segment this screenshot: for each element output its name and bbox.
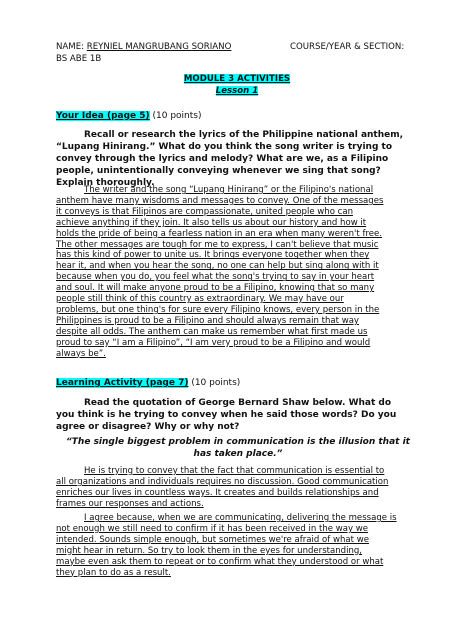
section1-points: (10 points) [149, 111, 202, 121]
section2-answer-1 [56, 466, 420, 510]
answer-line: because when you do, you feel what the song's trying to say in your heart [56, 272, 375, 283]
answer-line: achieve anything if they join. It also tells us about our history and how it [56, 217, 367, 228]
section2-heading [56, 378, 240, 390]
answer-line: frames our responses and actions. [56, 498, 204, 509]
section2-title: Learning Activity (page 7) [56, 378, 189, 388]
answer-line: maybe even ask them to repeat or to confirm what they understood or what [56, 556, 384, 567]
quote [56, 436, 420, 460]
name-line [56, 42, 231, 54]
answer-line: The other messages are tough for me to express, I can't believe that music [56, 239, 379, 250]
course-value: BS ABE 1B [56, 54, 102, 64]
answer-line: proud to say “I am a Filipino”, “I am very proud to be a Filipino and would [56, 337, 371, 348]
section1-answer [56, 185, 420, 360]
answer-line: holds the pride of being a fearless nation in an era when many weren't free. [56, 228, 383, 239]
answer-line: not enough we still need to confirm if it has been received in the way we [56, 523, 369, 534]
module-title-text: MODULE 3 ACTIVITIES [183, 74, 291, 84]
answer-line: enriches our lives in countless ways. It creates and builds relationships and [56, 487, 379, 498]
answer-line: always be”. [56, 348, 106, 359]
module-title [0, 74, 474, 86]
answer-line: might hear in return. So try to look them in the eyes for understanding, [56, 545, 363, 556]
question-line: you think is he trying to convey when he said those words? Do you [56, 410, 397, 420]
section2-question [56, 397, 420, 433]
answer-line: The writer and the song “Lupang Hinirang” or the Filipino's national [84, 185, 374, 195]
answer-line: I agree because, when we are communicating, delivering the message is [84, 513, 397, 523]
question-line: Explain thoroughly. [56, 178, 155, 188]
answer-line: they plan to do as a result. [56, 567, 171, 578]
answer-line: and soul. It will make anyone proud to be a Filipino, knowing that so many [56, 283, 375, 294]
answer-line: people still think of this country as extraordinary. We may have our [56, 294, 344, 305]
question-line: Recall or research the lyrics of the Philippine national anthem, [84, 130, 404, 140]
answer-line: intended. Sounds simple enough, but sometimes we're afraid of what we [56, 534, 369, 545]
section1-title: Your Idea (page 5) [56, 111, 150, 121]
answer-line: problems, but one thing's for sure every Filipino knows, every person in the [56, 304, 380, 315]
answer-line: all organizations and individuals requires no discussion. Good communication [56, 476, 389, 487]
course-label: COURSE/YEAR & SECTION: [290, 42, 405, 52]
question-line: agree or disagree? Why or why not? [56, 422, 240, 432]
lesson-title-text: Lesson 1 [215, 86, 259, 96]
student-name: REYNIEL MANGRUBANG SORIANO [86, 42, 232, 52]
section1-question [56, 129, 420, 189]
answer-line: hear it, and when you hear the song, no one can help but sing along with it [56, 261, 379, 272]
answer-line: it conveys is that Filipinos are compassionate, united people who can [56, 206, 353, 217]
lesson-title [0, 86, 474, 98]
question-line: “Lupang Hinirang.” What do you think the song writer is trying to [56, 142, 393, 152]
section2-points: (10 points) [188, 378, 241, 388]
name-label: NAME: [56, 42, 87, 52]
section1-heading [56, 111, 201, 123]
answer-line: despite all odds. The anthem can make us remember what first made us [56, 326, 368, 337]
answer-line: anthem have many wisdoms and messages to convey. One of the messages [56, 195, 384, 206]
answer-line: He is trying to convey that the fact that communication is essential to [84, 466, 385, 476]
quote-line: has taken place.” [193, 449, 283, 459]
question-line: convey through the lyrics and melody? What are we, as a Filipino [56, 154, 389, 164]
section2-answer-2 [56, 513, 420, 578]
answer-line: has this kind of power to unite us. It brings everyone together when they [56, 250, 370, 261]
question-line: people, unintentionally conveying whenever we sing that song? [56, 166, 381, 176]
quote-line: “The single biggest problem in communication is the illusion that it [66, 437, 410, 447]
answer-line: Philippines is proud to be a Filipino and should always remain that way [56, 315, 359, 326]
question-line: Read the quotation of George Bernard Shaw below. What do [84, 398, 392, 408]
